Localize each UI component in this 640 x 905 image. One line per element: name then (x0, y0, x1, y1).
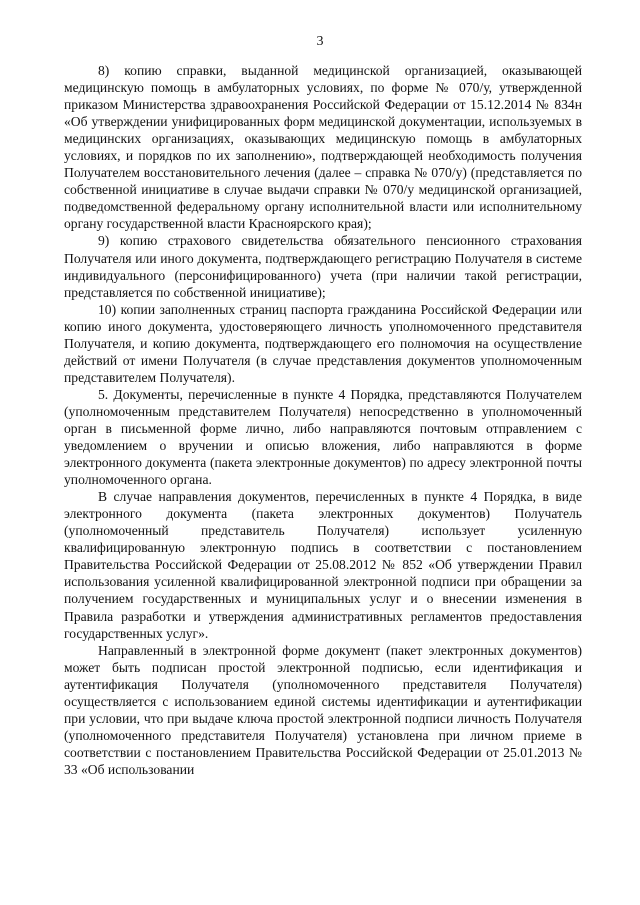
paragraph-item-9: 9) копию страхового свидетельства обязательного пенсионного страхования Получателя или иного документа, подтверждающего регистрацию Получателя в системе индивидуального (персонифицированного) учета (при наличии такой регистрации, представляется по собственной инициативе); (64, 233, 582, 300)
paragraph-item-10: 10) копии заполненных страниц паспорта гражданина Российской Федерации или копию иного документа, удостоверяющего личность уполномоченного представителя Получателя, и копию документа, подтверждающего его полномочия на осуществление действий от имени Получателя (в случае представления документов уполномоченным представителем Получателя). (64, 301, 582, 385)
document-body (64, 62, 582, 778)
paragraph-electronic-submission: В случае направления документов, перечисленных в пункте 4 Порядка, в виде электронного документа (пакета электронных документов) Получатель (уполномоченный представитель Получателя) использует усиленную квалифицированную электронную подпись в соответствии с постановлением Правительства Российской Федерации от 25.08.2012 № 852 «Об утверждении Правил использования усиленной квалифицированной электронной подписи при обращении за получением государственных и муниципальных услуг и о внесении изменения в Правила разработки и утверждения административных регламентов предоставления государственных услуг». (64, 489, 582, 641)
paragraph-item-8: 8) копию справки, выданной медицинской организацией, оказывающей медицинскую помощь в амбулаторных условиях, по форме № 070/у, утвержденной приказом Министерства здравоохранения Российской Федерации от 15.12.2014 № 834н «Об утверждении унифицированных форм медицинской документации, используемых в медицинских организациях, оказывающих медицинскую помощь в амбулаторных условиях, и порядков по их заполнению», подтверждающей необходимость получения Получателем восстановительного лечения (далее – справка № 070/у) (представляется по собственной инициативе в случае выдачи справки № 070/у медицинской организацией, подведомственной федеральному органу исполнительной власти или исполнительному органу государственной власти Красноярского края); (64, 63, 582, 232)
paragraph-simple-signature: Направленный в электронной форме документ (пакет электронных документов) может быть подписан простой электронной подписью, если идентификация и аутентификация Получателя (уполномоченного представителя Получателя) осуществляется с использованием единой системы идентификации и аутентификации при условии, что при выдаче ключа простой электронной подписи личность Получателя (уполномоченного представителя Получателя) установлена при личном приеме в соответствии с постановлением Правительства Российской Федерации от 25.01.2013 № 33 «Об использовании (64, 642, 582, 777)
paragraph-clause-5: 5. Документы, перечисленные в пункте 4 Порядка, представляются Получателем (уполномоченным представителем Получателя) непосредственно в уполномоченный орган в письменной форме лично, либо направляются почтовым отправлением с уведомлением о вручении и описью вложения, либо направляются в форме электронного документа (пакета электронные документов) по адресу электронной почты уполномоченного органа. (64, 386, 582, 488)
page-number: 3 (316, 34, 324, 49)
